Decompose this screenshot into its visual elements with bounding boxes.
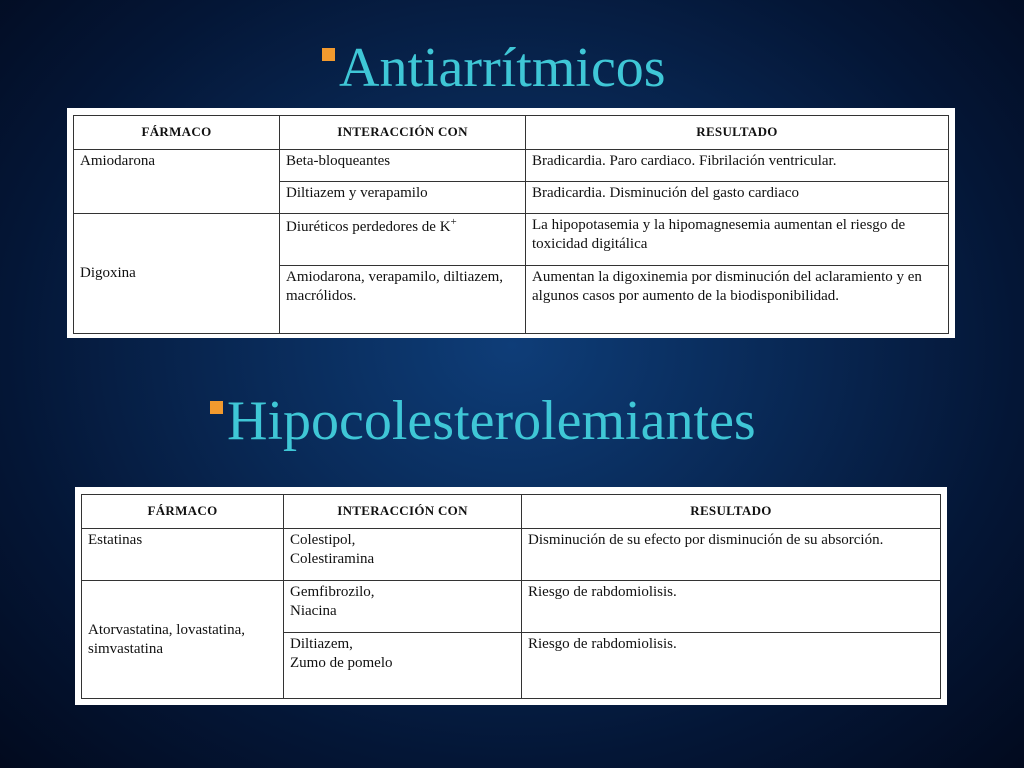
antiarritmicos-table [73, 115, 949, 334]
hipocolesterolemiantes-table-container [75, 487, 947, 705]
heading-hipocolesterolemiantes [210, 390, 756, 452]
table-cell-interaction: Amiodarona, verapamilo, diltiazem, macrólidos. [280, 266, 526, 334]
table-cell-result: Bradicardia. Disminución del gasto cardiaco [526, 182, 949, 214]
heading-antiarritmicos [322, 37, 666, 99]
table-cell-interaction: Beta-bloqueantes [280, 150, 526, 182]
table-cell-drug: Amiodarona [74, 150, 280, 214]
table-cell-result: Bradicardia. Paro cardiaco. Fibrilación ventricular. [526, 150, 949, 182]
header-farmaco: FÁRMACO [74, 116, 280, 150]
header-farmaco: FÁRMACO [82, 495, 284, 529]
table-cell-interaction: Diuréticos perdedores de K+ [280, 214, 526, 266]
table-cell-result: Riesgo de rabdomiolisis. [522, 581, 941, 633]
table-cell-interaction: Diltiazem, Zumo de pomelo [284, 633, 522, 699]
table-cell-result: La hipopotasemia y la hipomagnesemia aumentan el riesgo de toxicidad digitálica [526, 214, 949, 266]
header-interaccion: INTERACCIÓN CON [280, 116, 526, 150]
table-cell-interaction: Diltiazem y verapamilo [280, 182, 526, 214]
superscript-plus: + [450, 216, 457, 228]
table-cell-drug: Digoxina [74, 214, 280, 334]
table-cell-result: Aumentan la digoxinemia por disminución del aclaramiento y en algunos casos por aumento de la biodisponibilidad. [526, 266, 949, 334]
heading-hipocolesterolemiantes-text: Hipocolesterolemiantes [227, 390, 756, 452]
table-cell-drug: Estatinas [82, 529, 284, 581]
table-cell-drug: Atorvastatina, lovastatina, simvastatina [82, 581, 284, 699]
header-resultado: RESULTADO [526, 116, 949, 150]
header-interaccion: INTERACCIÓN CON [284, 495, 522, 529]
table-cell-result: Riesgo de rabdomiolisis. [522, 633, 941, 699]
square-bullet-icon [210, 401, 223, 414]
heading-antiarritmicos-text: Antiarrítmicos [339, 37, 666, 99]
antiarritmicos-table-container [67, 108, 955, 338]
table-cell-interaction: Gemfibrozilo, Niacina [284, 581, 522, 633]
square-bullet-icon [322, 48, 335, 61]
header-resultado: RESULTADO [522, 495, 941, 529]
hipocolesterolemiantes-table [81, 494, 941, 699]
table-cell-interaction: Colestipol, Colestiramina [284, 529, 522, 581]
table-cell-result: Disminución de su efecto por disminución de su absorción. [522, 529, 941, 581]
